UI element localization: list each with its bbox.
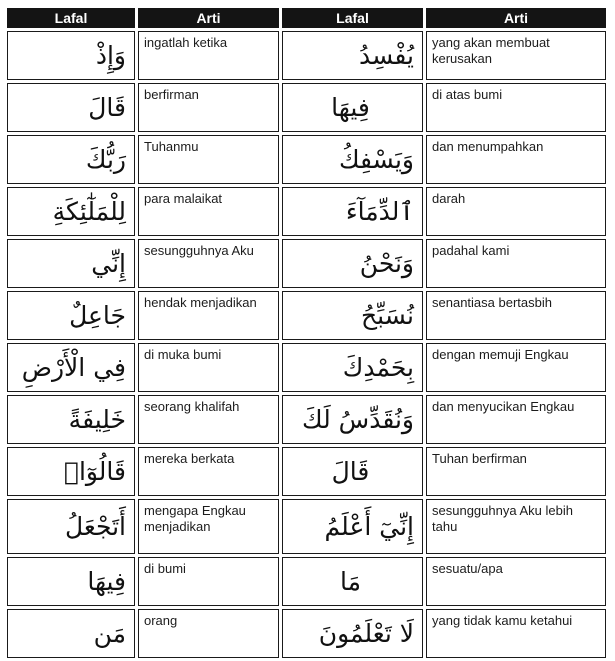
table-row bbox=[7, 343, 606, 392]
table-row bbox=[7, 187, 606, 236]
arti-cell: hendak menjadikan bbox=[138, 291, 279, 340]
arti-cell: sesuatu/apa bbox=[426, 557, 606, 606]
arti-cell: di muka bumi bbox=[138, 343, 279, 392]
arti-cell: darah bbox=[426, 187, 606, 236]
lafal-cell: وَإِذْ bbox=[7, 31, 135, 80]
arti-cell: mengapa Engkau menjadikan bbox=[138, 499, 279, 554]
lafal-cell: جَاعِلٌ bbox=[7, 291, 135, 340]
lafal-cell: مَا bbox=[282, 557, 423, 606]
lafal-cell: نُسَبِّحُ bbox=[282, 291, 423, 340]
arti-cell: mereka berkata bbox=[138, 447, 279, 496]
arti-cell: orang bbox=[138, 609, 279, 658]
arti-cell: berfirman bbox=[138, 83, 279, 132]
lafal-cell: فِيهَا bbox=[7, 557, 135, 606]
table-row bbox=[7, 135, 606, 184]
arti-cell: Tuhan berfirman bbox=[426, 447, 606, 496]
table-row bbox=[7, 447, 606, 496]
column-header-lafal-2: Lafal bbox=[282, 8, 423, 28]
arti-cell: dengan memuji Engkau bbox=[426, 343, 606, 392]
arti-cell: ingatlah ketika bbox=[138, 31, 279, 80]
lafal-cell: ٱلدِّمَآءَ bbox=[282, 187, 423, 236]
lafal-cell: وَنُقَدِّسُ لَكَ bbox=[282, 395, 423, 444]
lafal-cell: قَالُوٓا۟ bbox=[7, 447, 135, 496]
arti-cell: sesungguhnya Aku lebih tahu bbox=[426, 499, 606, 554]
arti-cell: di atas bumi bbox=[426, 83, 606, 132]
table-row bbox=[7, 239, 606, 288]
vocabulary-sheet bbox=[4, 5, 609, 648]
lafal-cell: يُفْسِدُ bbox=[282, 31, 423, 80]
table-row bbox=[7, 291, 606, 340]
arti-cell: para malaikat bbox=[138, 187, 279, 236]
table-row bbox=[7, 83, 606, 132]
lafal-cell: بِحَمْدِكَ bbox=[282, 343, 423, 392]
lafal-cell: خَلِيفَةً bbox=[7, 395, 135, 444]
table-row bbox=[7, 395, 606, 444]
column-header-arti-2: Arti bbox=[426, 8, 606, 28]
arti-cell: padahal kami bbox=[426, 239, 606, 288]
table-row bbox=[7, 609, 606, 658]
lafal-cell: لَا تَعْلَمُونَ bbox=[282, 609, 423, 658]
arti-cell: yang tidak kamu ketahui bbox=[426, 609, 606, 658]
column-header-lafal: Lafal bbox=[7, 8, 135, 28]
lafal-cell: فِي الْأَرْضِ bbox=[7, 343, 135, 392]
table-row bbox=[7, 557, 606, 606]
table-row bbox=[7, 499, 606, 554]
lafal-cell: رَبُّكَ bbox=[7, 135, 135, 184]
lafal-cell: قَالَ bbox=[282, 447, 423, 496]
lafal-cell: إِنِّي bbox=[7, 239, 135, 288]
lafal-cell: فِيهَا bbox=[282, 83, 423, 132]
lafal-cell: وَنَحْنُ bbox=[282, 239, 423, 288]
arti-cell: dan menyucikan Engkau bbox=[426, 395, 606, 444]
lafal-cell: لِلْمَلٰٓئِكَةِ bbox=[7, 187, 135, 236]
arti-cell: senantiasa bertasbih bbox=[426, 291, 606, 340]
arti-cell: di bumi bbox=[138, 557, 279, 606]
arti-cell: seorang khalifah bbox=[138, 395, 279, 444]
arti-cell: Tuhanmu bbox=[138, 135, 279, 184]
vocabulary-table bbox=[4, 5, 609, 661]
lafal-cell: إِنِّيٓ أَعْلَمُ bbox=[282, 499, 423, 554]
arti-cell: yang akan membuat kerusakan bbox=[426, 31, 606, 80]
arti-cell: sesungguhnya Aku bbox=[138, 239, 279, 288]
arti-cell: dan menumpahkan bbox=[426, 135, 606, 184]
lafal-cell: أَتَجْعَلُ bbox=[7, 499, 135, 554]
lafal-cell: مَن bbox=[7, 609, 135, 658]
lafal-cell: قَالَ bbox=[7, 83, 135, 132]
lafal-cell: وَيَسْفِكُ bbox=[282, 135, 423, 184]
table-header-row bbox=[7, 8, 606, 28]
table-row bbox=[7, 31, 606, 80]
column-header-arti: Arti bbox=[138, 8, 279, 28]
